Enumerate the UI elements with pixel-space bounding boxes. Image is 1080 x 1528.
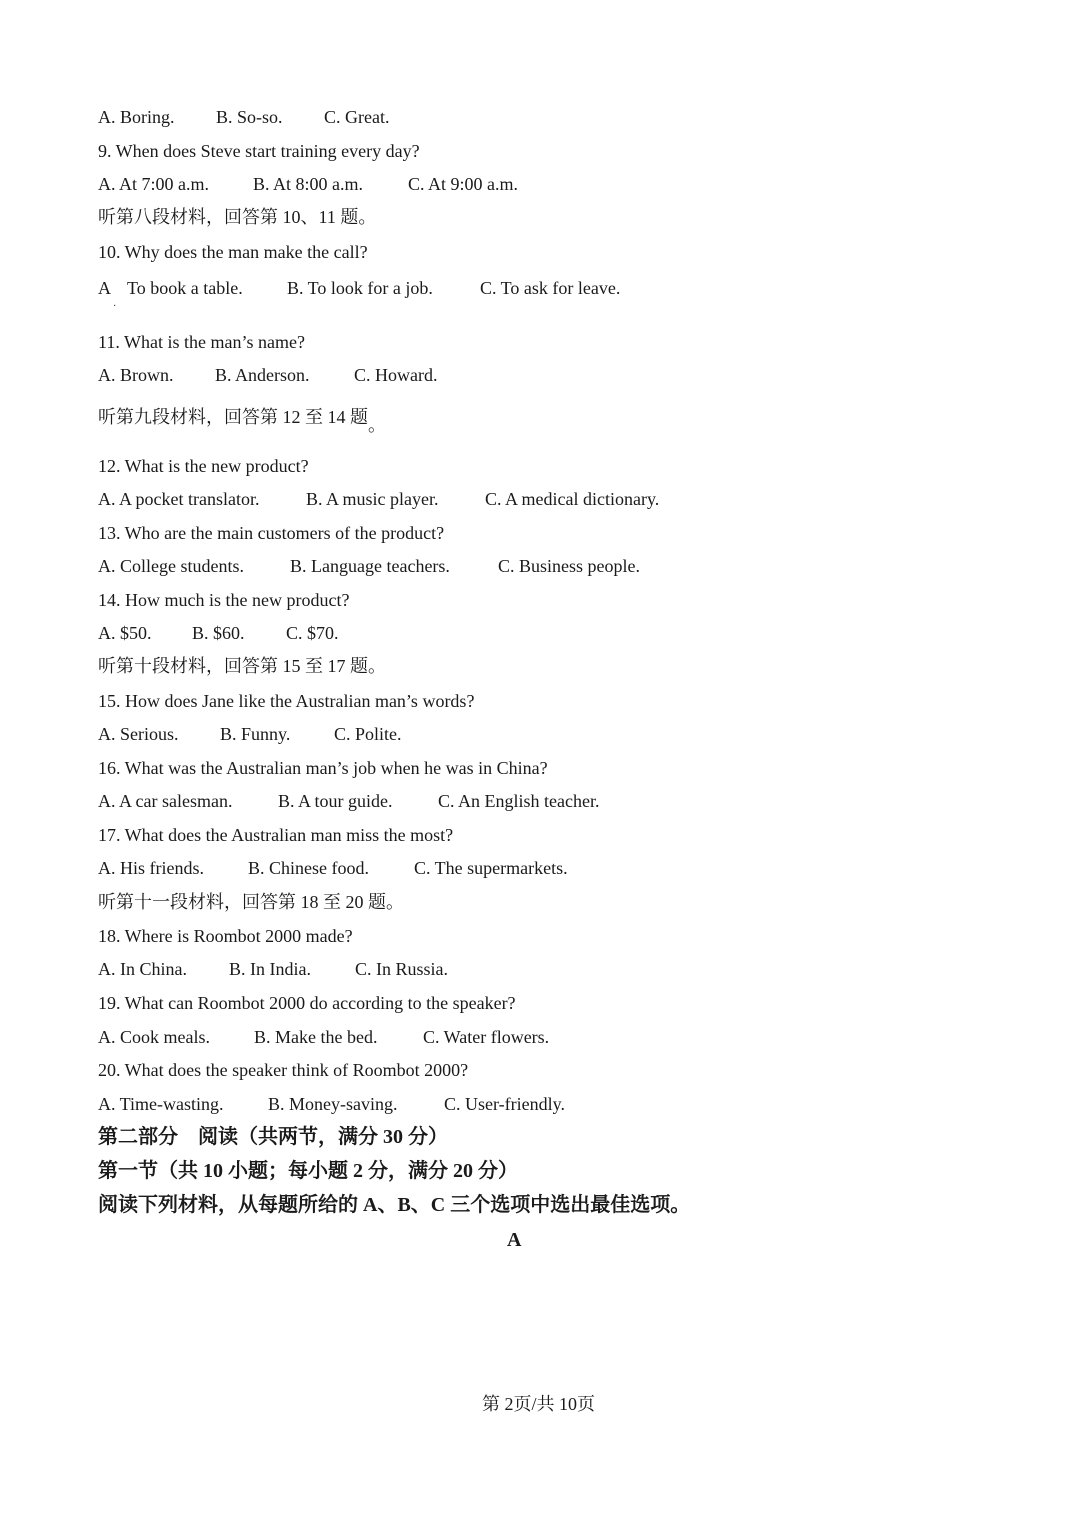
q15-options xyxy=(98,723,402,745)
q9-options xyxy=(98,173,518,195)
q16-option-c: C. An English teacher. xyxy=(438,791,600,811)
q9-option-a: A. At 7:00 a.m. xyxy=(98,174,209,194)
q12-options xyxy=(98,488,659,510)
section-1-heading: 第一节（共 10 小题；每小题 2 分，满分 20 分） xyxy=(98,1160,518,1182)
q15-option-c: C. Polite. xyxy=(334,724,402,744)
q14-question: 14. How much is the new product? xyxy=(98,590,350,610)
q8-options xyxy=(98,106,389,128)
section-11-instruction: 听第十一段材料，回答第 18 至 20 题。 xyxy=(98,892,404,912)
q15-option-b: B. Funny. xyxy=(220,724,291,744)
q8-option-c: C. Great. xyxy=(324,107,390,127)
q10-question: 10. Why does the man make the call? xyxy=(98,242,368,262)
q13-options xyxy=(98,555,640,577)
q17-option-b: B. Chinese food. xyxy=(248,858,369,878)
q20-option-b: B. Money-saving. xyxy=(268,1094,398,1114)
q11-options xyxy=(98,364,438,386)
q12-option-c: C. A medical dictionary. xyxy=(485,489,660,509)
q19-option-c: C. Water flowers. xyxy=(423,1027,550,1047)
q18-question: 18. Where is Roombot 2000 made? xyxy=(98,926,353,946)
q16-option-b: B. A tour guide. xyxy=(278,791,393,811)
q18-option-a: A. In China. xyxy=(98,959,187,979)
q9-question: 9. When does Steve start training every day? xyxy=(98,141,420,161)
q18-option-c: C. In Russia. xyxy=(355,959,449,979)
q16-options xyxy=(98,790,599,812)
q19-option-b: B. Make the bed. xyxy=(254,1027,378,1047)
q20-option-a: A. Time-wasting. xyxy=(98,1094,224,1114)
q20-option-c: C. User-friendly. xyxy=(444,1094,565,1114)
q13-option-a: A. College students. xyxy=(98,556,244,576)
page-number-footer: 第 2页/共 10页 xyxy=(482,1394,596,1414)
q20-options xyxy=(98,1093,565,1115)
section-10-instruction: 听第十段材料，回答第 15 至 17 题。 xyxy=(98,656,386,676)
q18-option-b: B. In India. xyxy=(229,959,311,979)
q13-option-c: C. Business people. xyxy=(498,556,640,576)
section-9-instruction xyxy=(98,406,386,435)
q10-option-c: C. To ask for leave. xyxy=(480,278,621,298)
q11-option-b: B. Anderson. xyxy=(215,365,310,385)
q9-option-c: C. At 9:00 a.m. xyxy=(408,174,519,194)
q11-question: 11. What is the man’s name? xyxy=(98,332,305,352)
q16-option-a: A. A car salesman. xyxy=(98,791,233,811)
q19-options xyxy=(98,1026,549,1048)
section-9-period: 。 xyxy=(368,415,386,435)
q17-question: 17. What does the Australian man miss the most? xyxy=(98,825,454,845)
q15-option-a: A. Serious. xyxy=(98,724,179,744)
q14-options xyxy=(98,622,339,644)
q13-question: 13. Who are the main customers of the product? xyxy=(98,523,445,543)
q10-option-b: B. To look for a job. xyxy=(287,278,433,298)
q14-option-b: B. $60. xyxy=(192,623,245,643)
section-9-text: 听第九段材料，回答第 12 至 14 题 xyxy=(98,407,368,427)
q8-option-b: B. So-so. xyxy=(216,107,283,127)
q14-option-c: C. $70. xyxy=(286,623,339,643)
part-2-heading: 第二部分 阅读（共两节，满分 30 分） xyxy=(98,1126,448,1148)
stray-dot: · xyxy=(113,301,117,312)
q8-option-a: A. Boring. xyxy=(98,107,175,127)
q16-question: 16. What was the Australian man’s job when he was in China? xyxy=(98,758,548,778)
q10-option-a-letter: A xyxy=(98,278,111,298)
q12-option-a: A. A pocket translator. xyxy=(98,489,260,509)
q9-option-b: B. At 8:00 a.m. xyxy=(253,174,364,194)
q14-option-a: A. $50. xyxy=(98,623,152,643)
q17-option-c: C. The supermarkets. xyxy=(414,858,568,878)
q17-options xyxy=(98,857,568,879)
passage-label: A xyxy=(507,1229,522,1251)
q19-question: 19. What can Roombot 2000 do according to the speaker? xyxy=(98,993,516,1013)
q11-option-a: A. Brown. xyxy=(98,365,174,385)
q12-option-b: B. A music player. xyxy=(306,489,439,509)
section-8-instruction: 听第八段材料，回答第 10、11 题。 xyxy=(98,207,377,227)
q20-question: 20. What does the speaker think of Roombot 2000? xyxy=(98,1060,469,1080)
q18-options xyxy=(98,958,448,980)
q19-option-a: A. Cook meals. xyxy=(98,1027,210,1047)
q12-question: 12. What is the new product? xyxy=(98,456,309,476)
q10-option-a: To book a table. xyxy=(127,278,243,298)
q11-option-c: C. Howard. xyxy=(354,365,438,385)
q17-option-a: A. His friends. xyxy=(98,858,204,878)
q10-options xyxy=(98,277,620,299)
q13-option-b: B. Language teachers. xyxy=(290,556,450,576)
q15-question: 15. How does Jane like the Australian man’s words? xyxy=(98,691,475,711)
reading-instruction: 阅读下列材料，从每题所给的 A、B、C 三个选项中选出最佳选项。 xyxy=(98,1194,691,1216)
